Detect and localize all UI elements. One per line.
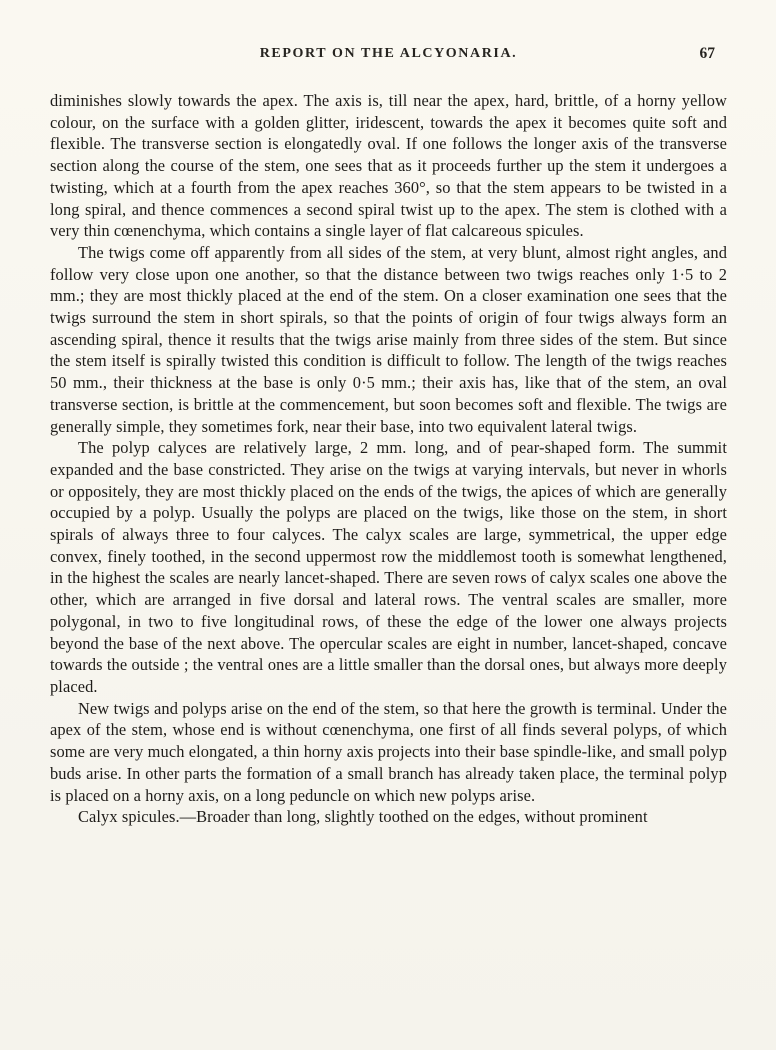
page-header <box>50 46 727 68</box>
body-text <box>50 90 727 828</box>
paragraph: The twigs come off apparently from all sides of the stem, at very blunt, almost right angles, and follow very close upon one another, so that the distance between two twigs reaches only 1·5 to 2 mm.; they are most thickly placed at the end of the stem. On a closer examination one sees that the twigs surround the stem in short spirals, so that the points of origin of four twigs always form an ascending spiral, thence it results that the twigs arise mainly from three sides of the stem. But since the stem itself is spirally twisted this condition is difficult to follow. The length of the twigs reaches 50 mm., their thickness at the base is only 0·5 mm.; their axis has, like that of the stem, an oval transverse section, is brittle at the commencement, but soon becomes soft and flexible. The twigs are generally simple, they sometimes fork, near their base, into two equivalent lateral twigs. <box>50 242 727 436</box>
paragraph: diminishes slowly towards the apex. The axis is, till near the apex, hard, brittle, of a horny yellow colour, on the surface with a golden glitter, iridescent, towards the apex it becomes quite soft and flexible. The transverse section is elongatedly oval. If one follows the longer axis of the transverse section along the course of the stem, one sees that as it proceeds further up the stem it undergoes a twisting, which at a fourth from the apex reaches 360°, so that the stem appears to be twisted in a long spiral, and thence commences a second spiral twist up to the apex. The stem is clothed with a very thin cœnenchyma, which contains a single layer of flat calcareous spicules. <box>50 91 727 241</box>
paragraph: Calyx spicules.—Broader than long, slightly toothed on the edges, without prominent <box>78 807 648 827</box>
paragraph: The polyp calyces are relatively large, 2 mm. long, and of pear-shaped form. The summit expanded and the base constricted. They arise on the twigs at varying intervals, but never in whorls or oppositely, they are most thickly placed on the ends of the twigs, the apices of which are generally occupied by a polyp. Usually the polyps are placed on the twigs, like those on the stem, in short spirals of always three to four calyces. The calyx scales are large, symmetrical, the upper edge convex, finely toothed, in the second uppermost row the middlemost tooth is somewhat lengthened, in the highest the scales are nearly lancet-shaped. There are seven rows of calyx scales one above the other, which are arranged in five dorsal and lateral rows. The ventral scales are smaller, more polygonal, in two to five longitudinal rows, of these the edge of the lower one always projects beyond the base of the next above. The opercular scales are eight in number, lancet-shaped, concave towards the outside ; the ventral ones are a little smaller than the dorsal ones, but always more deeply placed. <box>50 438 727 696</box>
report-title: REPORT ON THE ALCYONARIA. <box>259 46 518 61</box>
page-number: 67 <box>699 45 715 62</box>
paragraph: New twigs and polyps arise on the end of the stem, so that here the growth is terminal. Under the apex of the stem, whose end is without cœnenchyma, one first of all finds several polyps, of which some are very much elongated, a thin horny axis projects into their base spindle-like, and small polyp buds arise. In other parts the formation of a small branch has already taken place, the terminal polyp is placed on a horny axis, on a long peduncle on which new polyps arise. <box>50 698 727 805</box>
